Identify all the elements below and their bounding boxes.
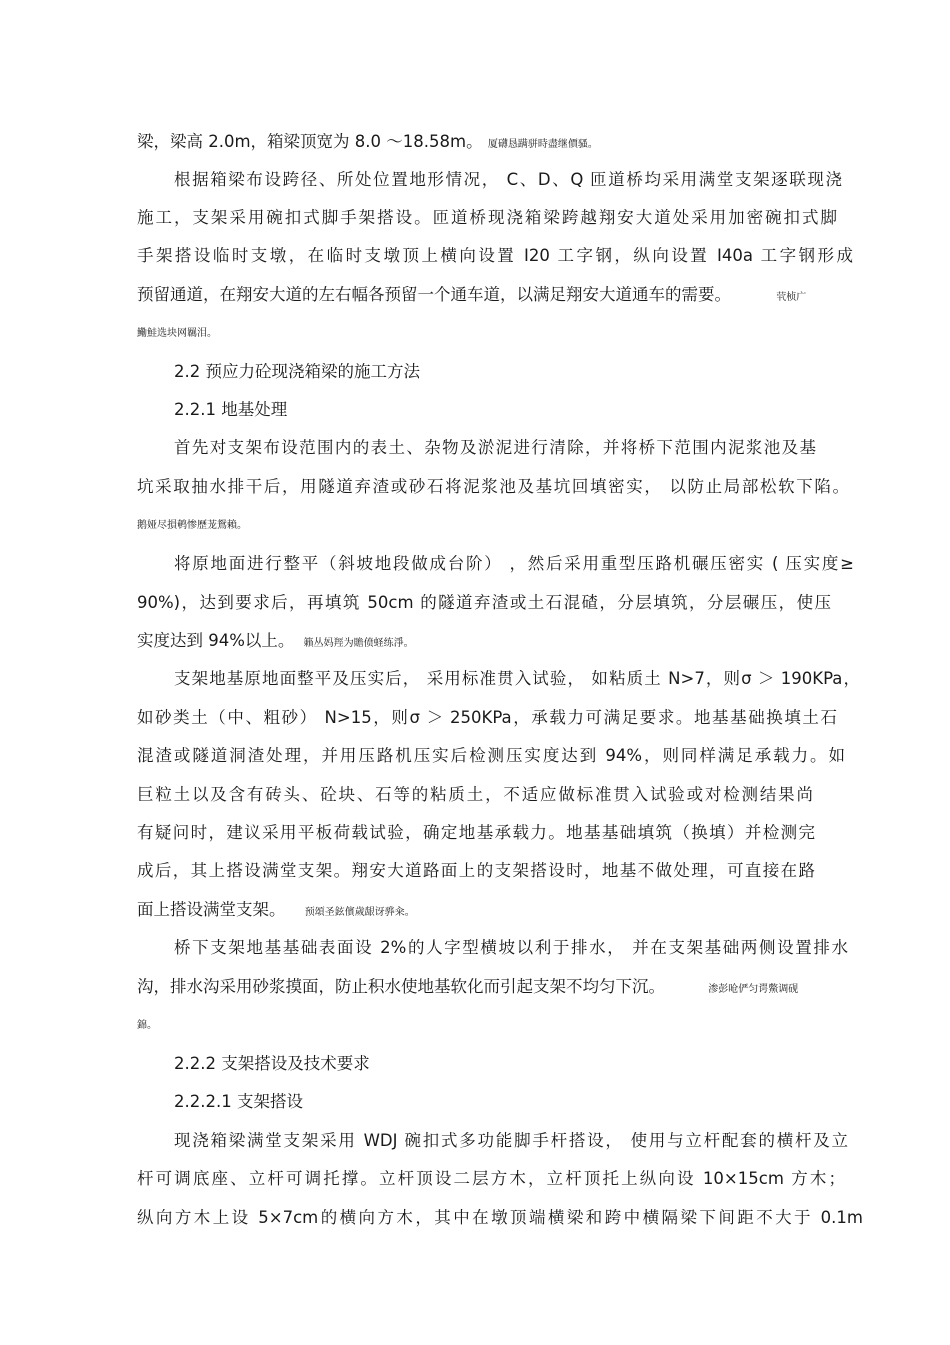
line-text: 坑采取抽水排干后，用隧道弃渣或砂石将泥浆池及基坑回填密实， 以防止局部松软下陷。 bbox=[137, 477, 849, 496]
line-text: 预留通道，在翔安大道的左右幅各预留一个通车道，以满足翔安大道通车的需要。 bbox=[137, 285, 731, 304]
text-line bbox=[174, 1130, 848, 1152]
text-line bbox=[174, 668, 860, 690]
text-line bbox=[174, 937, 848, 959]
text-line bbox=[137, 1015, 867, 1037]
line-text: 巨粒土以及含有砖头、砼块、石等的粘质土，不适应做标准贯入试验或对检测结果尚 bbox=[137, 785, 813, 804]
line-text: 如砂类土（中、粗砂） N>15，则σ ＞ 250KPa，承载力可满足要求。地基基础换填土石 bbox=[137, 708, 837, 727]
line-text: 施工，支架采用碗扣式脚手架搭设。匝道桥现浇箱梁跨越翔安大道处采用加密碗扣式脚 bbox=[137, 208, 837, 227]
subsection-heading bbox=[174, 1053, 904, 1075]
text-line bbox=[137, 784, 813, 806]
text-line bbox=[174, 169, 842, 191]
garbled-watermark-text: 茕桢广 bbox=[776, 292, 807, 303]
text-line bbox=[137, 1168, 845, 1190]
line-text: 支架地基原地面整平及压实后， 采用标准贯入试验， 如粘质土 N>7，则σ ＞ 190KPa， bbox=[174, 669, 860, 688]
line-text: 桥下支架地基基础表面设 2%的人字型横坡以利于排水， 并在支架基础两侧设置排水 bbox=[174, 938, 848, 957]
subsection-heading bbox=[174, 1091, 904, 1113]
text-line bbox=[137, 630, 867, 655]
line-text: 将原地面进行整平（斜坡地段做成台阶） ，然后采用重型压路机碾压密实 ( 压实度≥ bbox=[174, 554, 854, 573]
text-line bbox=[137, 707, 837, 729]
heading-text: 2.2.1 地基处理 bbox=[174, 400, 288, 419]
garbled-watermark-text: 厦礴恳蹒骈時盡继價骚。 bbox=[487, 139, 598, 150]
garbled-watermark-text: 錦。 bbox=[137, 1020, 157, 1031]
line-text: 根据箱梁布设跨径、所处位置地形情况， C、D、Q 匝道桥均采用满堂支架逐联现浇 bbox=[174, 170, 842, 189]
heading-text: 2.2 预应力砼现浇箱梁的施工方法 bbox=[174, 362, 420, 381]
line-text: 实度达到 94%以上。 bbox=[137, 631, 295, 650]
heading-text: 2.2.2 支架搭设及技术要求 bbox=[174, 1054, 370, 1073]
text-line bbox=[137, 1207, 863, 1229]
line-text: 杆可调底座、立杆可调托撑。立杆顶设二层方木，立杆顶托上纵向设 10×15cm 方木； bbox=[137, 1169, 845, 1188]
subsection-heading bbox=[174, 399, 904, 421]
line-text: 手架搭设临时支墩，在临时支墩顶上横向设置 I20 工字钢，纵向设置 I40a 工字钢形成 bbox=[137, 246, 853, 265]
line-text: 梁，梁高 2.0m，箱梁顶宽为 8.0 ～18.58m。 bbox=[137, 132, 483, 151]
line-text: 面上搭设满堂支架。 bbox=[137, 900, 286, 919]
garbled-watermark-text: 鹅娅尽損鹌惨歷茏鴛賴。 bbox=[137, 520, 247, 531]
garbled-watermark-text: 籟丛妈羥为贍偾蛏练淨。 bbox=[303, 638, 414, 649]
garbled-watermark-text: 预頌圣鉉儐歲龈讶骅籴。 bbox=[304, 907, 415, 918]
line-text: 首先对支架布设范围内的表土、杂物及淤泥进行清除，并将桥下范围内泥浆池及基 bbox=[174, 438, 816, 457]
text-line bbox=[137, 131, 867, 156]
text-line bbox=[137, 860, 815, 882]
text-line bbox=[174, 553, 854, 575]
line-text: 有疑问时，建议采用平板荷载试验，确定地基承载力。地基基础填筑（换填）并检测完 bbox=[137, 823, 815, 842]
garbled-watermark-text: 鰳鮭选块网羈泪。 bbox=[137, 328, 217, 339]
section-heading bbox=[174, 361, 904, 383]
text-line bbox=[137, 592, 831, 614]
text-line bbox=[137, 207, 837, 229]
text-line bbox=[137, 245, 853, 267]
text-line bbox=[137, 899, 867, 924]
garbled-watermark-text: 渗彭呛俨匀谔鱉调砚 bbox=[708, 984, 799, 995]
line-text: 沟，排水沟采用砂浆摸面，防止积水使地基软化而引起支架不均匀下沉。 bbox=[137, 977, 665, 996]
line-text: 纵向方木上设 5×7cm的横向方木，其中在墩顶端横梁和跨中横隔梁下间距不大于 0.1m bbox=[137, 1208, 863, 1227]
line-text: 90%)，达到要求后，再填筑 50cm 的隧道弃渣或土石混碴，分层填筑，分层碾压，使压 bbox=[137, 593, 831, 612]
text-line bbox=[137, 745, 845, 767]
line-text: 现浇箱梁满堂支架采用 WDJ 碗扣式多功能脚手杆搭设， 使用与立杆配套的横杆及立 bbox=[174, 1131, 848, 1150]
heading-text: 2.2.2.1 支架搭设 bbox=[174, 1092, 303, 1111]
text-line bbox=[137, 476, 849, 498]
text-line bbox=[137, 822, 815, 844]
text-line bbox=[174, 437, 816, 459]
line-text: 混渣或隧道洞渣处理，并用压路机压实后检测压实度达到 94%，则同样满足承载力。如 bbox=[137, 746, 845, 765]
line-text: 成后，其上搭设满堂支架。翔安大道路面上的支架搭设时，地基不做处理，可直接在路 bbox=[137, 861, 815, 880]
text-line bbox=[137, 323, 867, 345]
text-line bbox=[137, 284, 867, 309]
text-line bbox=[137, 976, 867, 1001]
text-line bbox=[137, 515, 867, 537]
